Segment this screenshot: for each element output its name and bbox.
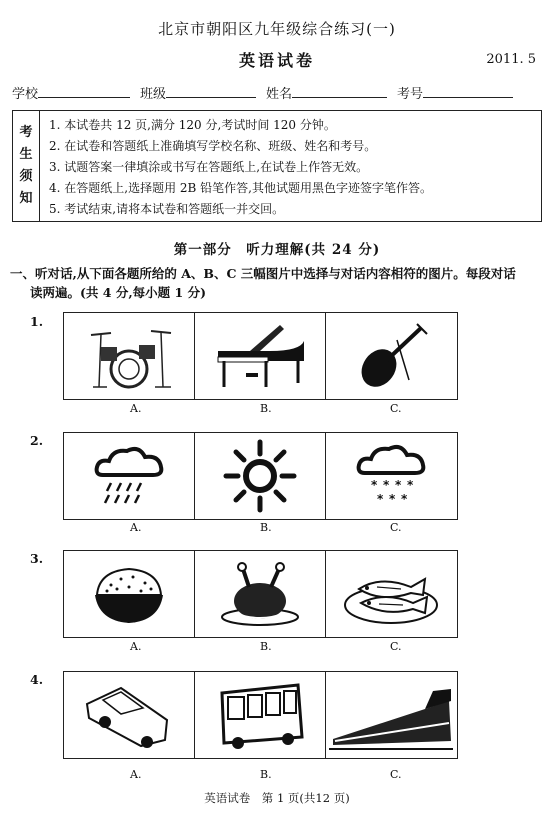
question-4-images bbox=[63, 671, 458, 759]
snow-cloud-icon bbox=[351, 441, 431, 511]
option-a-image[interactable] bbox=[64, 672, 195, 758]
question-number: 2. bbox=[30, 433, 44, 448]
svg-text:*: * bbox=[407, 478, 414, 492]
rain-cloud-icon bbox=[89, 441, 169, 511]
option-a-label: A. bbox=[130, 640, 142, 653]
exam-number-blank[interactable] bbox=[423, 83, 513, 98]
svg-text:*: * bbox=[371, 478, 378, 492]
option-b-image[interactable] bbox=[194, 433, 326, 519]
drum-kit-icon bbox=[81, 321, 177, 391]
svg-text:*: * bbox=[401, 492, 408, 506]
notice-label-char: 须 bbox=[19, 169, 33, 184]
svg-text:*: * bbox=[383, 478, 390, 492]
option-a-image[interactable] bbox=[64, 433, 195, 519]
option-c-label: C. bbox=[390, 402, 402, 415]
exam-subtitle: 英语试卷 bbox=[238, 51, 315, 70]
name-label: 姓名 bbox=[266, 87, 293, 102]
student-info-line bbox=[12, 83, 542, 102]
notice-label bbox=[13, 111, 40, 221]
notice-item: 4. 在答题纸上,选择题用 2B 铅笔作答,其他试题用黑色字迹签字笔作答。 bbox=[49, 181, 432, 195]
violin-icon bbox=[351, 320, 431, 392]
exam-title: 北京市朝阳区九年级综合练习(一) bbox=[158, 20, 396, 38]
option-a-image[interactable] bbox=[64, 551, 195, 637]
question-1-images bbox=[63, 312, 458, 400]
option-a-label: A. bbox=[130, 521, 142, 534]
notice-item: 2. 在试卷和答题纸上准确填写学校名称、班级、姓名和考号。 bbox=[49, 139, 377, 153]
option-b-image[interactable] bbox=[194, 672, 326, 758]
option-b-label: B. bbox=[260, 521, 272, 534]
question-number: 1. bbox=[30, 314, 44, 329]
svg-text:*: * bbox=[395, 478, 402, 492]
option-c-image[interactable] bbox=[325, 672, 457, 758]
notice-item: 5. 考试结束,请将本试卷和答题纸一并交回。 bbox=[49, 202, 285, 216]
notice-label-char: 考 bbox=[19, 125, 33, 140]
name-blank[interactable] bbox=[292, 83, 387, 98]
notice-box bbox=[12, 110, 542, 222]
class-label: 班级 bbox=[140, 87, 167, 102]
option-a-image[interactable] bbox=[64, 313, 195, 399]
roast-chicken-icon bbox=[215, 559, 305, 629]
question-2-images bbox=[63, 432, 458, 520]
notice-label-char: 生 bbox=[19, 147, 33, 162]
svg-text:*: * bbox=[389, 492, 396, 506]
instruction-line: 读两遍。(共 4 分,每小题 1 分) bbox=[30, 285, 206, 300]
section-title: 第一部分 听力理解(共 24 分) bbox=[173, 242, 381, 258]
svg-text:*: * bbox=[377, 492, 384, 506]
instruction-line: 一、听对话,从下面各题所给的 A、B、C 三幅图片中选择与对话内容相符的图片。每段对话 bbox=[10, 266, 516, 281]
question-number: 3. bbox=[30, 551, 44, 566]
option-c-label: C. bbox=[390, 768, 402, 781]
notice-item: 3. 试题答案一律填涂或书写在答题纸上,在试卷上作答无效。 bbox=[49, 160, 369, 174]
option-c-image[interactable] bbox=[325, 551, 457, 637]
section-instruction bbox=[10, 264, 544, 302]
option-c-image[interactable] bbox=[325, 313, 457, 399]
piano-icon bbox=[210, 321, 310, 391]
option-c-label: C. bbox=[390, 640, 402, 653]
class-blank[interactable] bbox=[166, 83, 256, 98]
option-b-image[interactable] bbox=[194, 313, 326, 399]
option-b-label: B. bbox=[260, 768, 272, 781]
page-footer: 英语试卷 第 1 页(共12 页) bbox=[204, 791, 350, 805]
option-a-label: A. bbox=[130, 402, 142, 415]
car-icon bbox=[81, 680, 177, 750]
train-icon bbox=[329, 679, 453, 751]
question-number: 4. bbox=[30, 672, 44, 687]
notice-label-char: 知 bbox=[19, 191, 33, 206]
option-b-label: B. bbox=[260, 402, 272, 415]
notice-item: 1. 本试卷共 12 页,满分 120 分,考试时间 120 分钟。 bbox=[49, 118, 336, 132]
fish-plate-icon bbox=[341, 559, 441, 629]
option-c-label: C. bbox=[390, 521, 402, 534]
rice-bowl-icon bbox=[89, 559, 169, 629]
exam-date: 2011. 5 bbox=[486, 52, 536, 67]
option-b-image[interactable] bbox=[194, 551, 326, 637]
option-b-label: B. bbox=[260, 640, 272, 653]
sun-icon bbox=[220, 438, 300, 514]
school-blank[interactable] bbox=[38, 83, 130, 98]
question-3-images bbox=[63, 550, 458, 638]
exam-number-label: 考号 bbox=[397, 87, 424, 102]
option-c-image[interactable] bbox=[325, 433, 457, 519]
option-a-label: A. bbox=[130, 768, 142, 781]
school-label: 学校 bbox=[12, 87, 39, 102]
bus-icon bbox=[210, 679, 310, 751]
notice-list bbox=[39, 115, 432, 220]
